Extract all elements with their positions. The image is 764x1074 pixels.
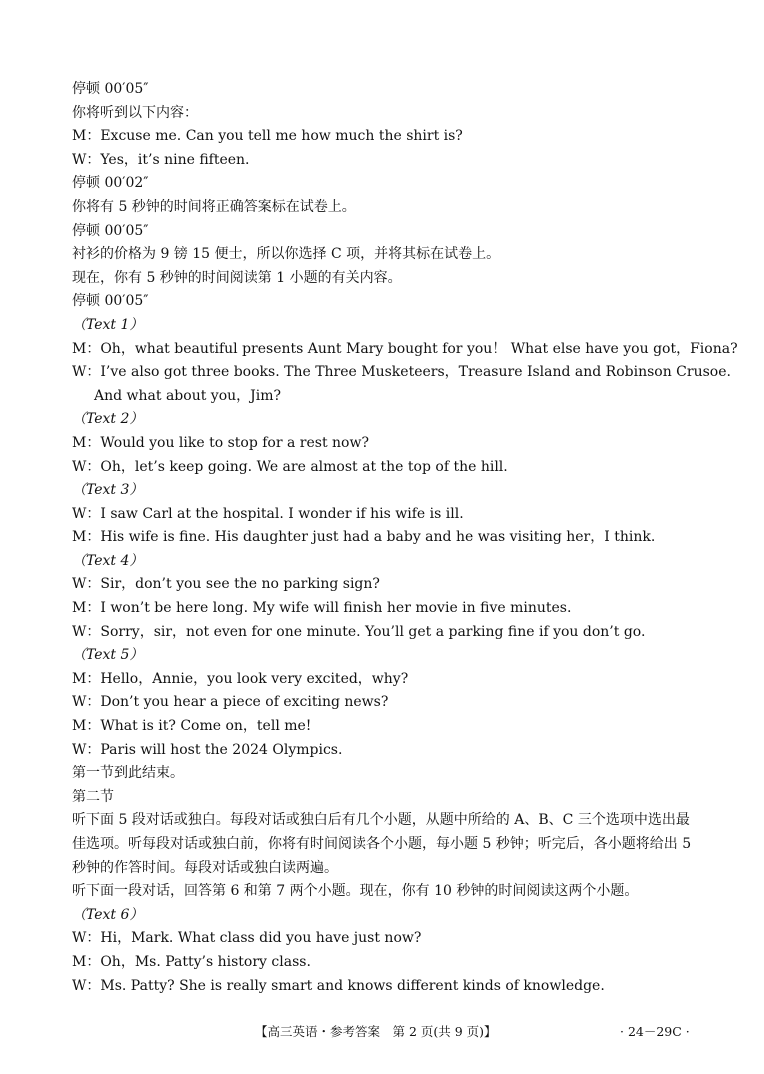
text-line: 第一节到此结束。	[72, 765, 184, 782]
text-line: W：Ms. Patty? She is really smart and knows different kinds of knowledge.	[72, 977, 605, 994]
text-line: 听下面一段对话，回答第 6 和第 7 两个小题。现在，你有 10 秒钟的时间阅读这两个小题。	[72, 883, 639, 900]
text-line: 停顿 00′02″	[72, 175, 149, 192]
text-line: W：Sir，don’t you see the no parking sign?	[72, 576, 380, 593]
text-line: 衬衫的价格为 9 镑 15 便士，所以你选择 C 项，并将其标在试卷上。	[72, 246, 501, 263]
text-line: W：Sorry，sir，not even for one minute. You’ll get a parking fine if you don’t go.	[72, 623, 646, 640]
text-line: 第二节	[72, 788, 114, 805]
text-line: M：Would you like to stop for a rest now?	[72, 434, 369, 451]
section-tag: （Text 3）	[72, 482, 144, 499]
text-line: W：Hi，Mark. What class did you have just now?	[72, 930, 422, 947]
text-line: W：Yes，it’s nine fifteen.	[72, 151, 250, 168]
text-line: 听下面 5 段对话或独白。每段对话或独白后有几个小题，从题中所给的 A、B、C 三个选项中选出最佳选项。听每段对话或独白前，你将有时间阅读各个小题，每小题 5 秒钟；听完后，各小题将给出 5 秒钟的作答时间。每段对话或独白读两遍。	[72, 812, 692, 876]
section-tag: （Text 5）	[72, 647, 144, 664]
text-line: 你将听到以下内容：	[72, 104, 198, 121]
text-line: And what about you，Jim?	[94, 387, 282, 404]
text-line: M：Oh，what beautiful presents Aunt Mary bought for you！ What else have you got，Fiona?	[72, 340, 738, 357]
text-line: M：His wife is fine. His daughter just had a baby and he was visiting her，I think.	[72, 529, 656, 546]
text-line: W：I’ve also got three books. The Three Musketeers，Treasure Island and Robinson Crusoe.	[72, 364, 731, 381]
text-line: 停顿 00′05″	[72, 81, 149, 97]
section-tag: （Text 6）	[72, 906, 144, 923]
section-tag: （Text 4）	[72, 552, 144, 569]
text-line: M：Oh，Ms. Patty’s history class.	[72, 953, 311, 970]
text-line: W：Paris will host the 2024 Olympics.	[72, 741, 343, 758]
text-line: M：Hello，Annie，you look very excited，why?	[72, 670, 409, 687]
footer-page-info: 【高三英语・参考答案 第 2 页(共 9 页)】	[255, 1024, 497, 1039]
text-line: 你将有 5 秒钟的时间将正确答案标在试卷上。	[72, 198, 356, 215]
section-tag: （Text 2）	[72, 411, 144, 428]
text-line: W：Don’t you hear a piece of exciting news?	[72, 694, 389, 711]
text-line: W：Oh，let’s keep going. We are almost at the top of the hill.	[72, 458, 508, 475]
text-line: 现在，你有 5 秒钟的时间阅读第 1 小题的有关内容。	[72, 269, 402, 286]
footer-code: · 24－29C ·	[620, 1024, 690, 1039]
document-body	[72, 78, 738, 998]
text-line: W：I saw Carl at the hospital. I wonder if his wife is ill.	[72, 505, 464, 522]
text-line: 停顿 00′05″	[72, 293, 149, 310]
text-line: 停顿 00′05″	[72, 222, 149, 239]
text-line: M：What is it? Come on，tell me!	[72, 718, 312, 735]
text-line: M：I won’t be here long. My wife will finish her movie in five minutes.	[72, 600, 572, 617]
section-tag: （Text 1）	[72, 316, 144, 333]
text-line: M：Excuse me. Can you tell me how much the shirt is?	[72, 128, 463, 145]
